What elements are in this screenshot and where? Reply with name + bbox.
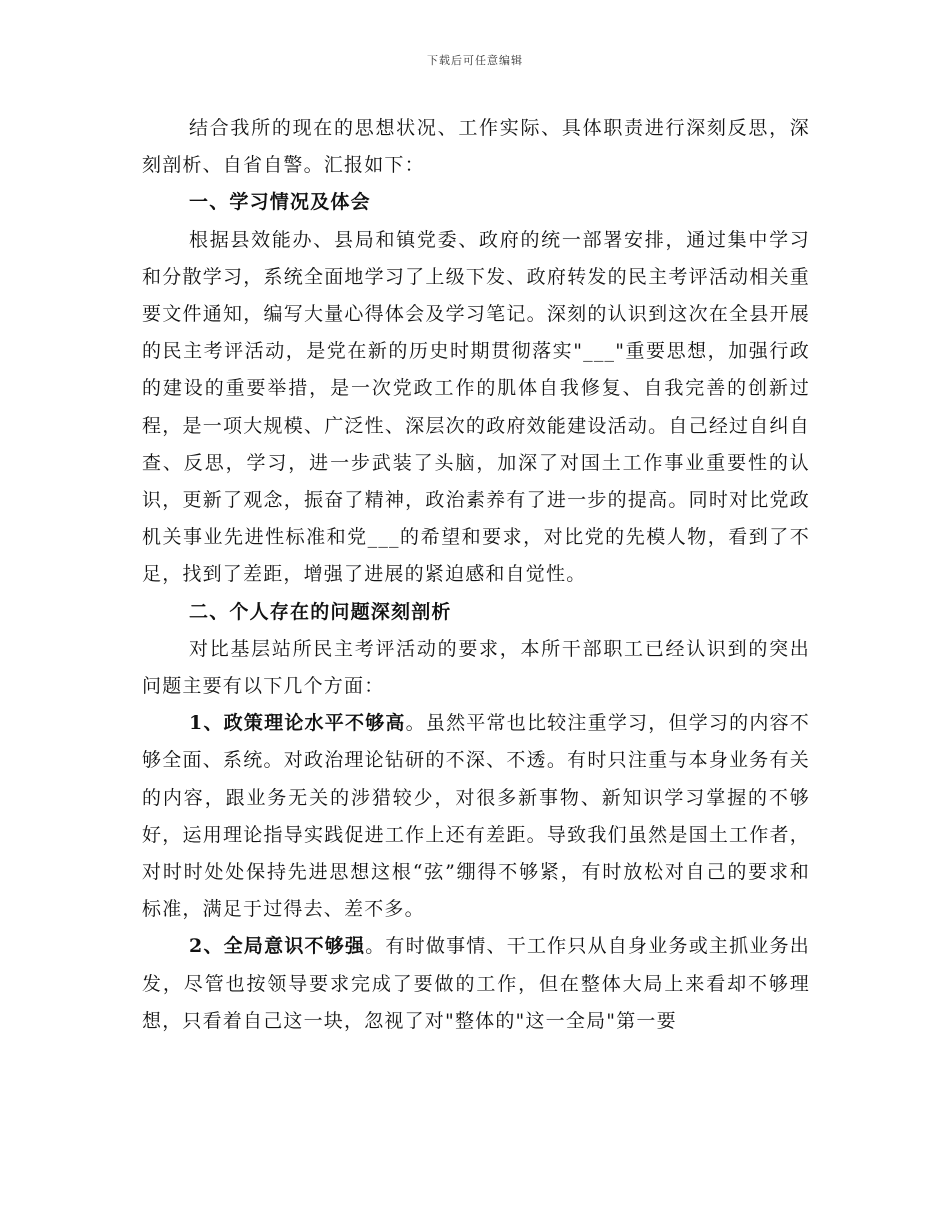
paragraph-problems-intro: 对比基层站所民主考评活动的要求，本所干部职工已经认识到的突出问题主要有以下几个方面： [142, 637, 810, 698]
paragraph-study: 根据县效能办、县局和镇党委、政府的统一部署安排，通过集中学习和分散学习，系统全面地学习了上级下发、政府转发的民主考评活动相关重要文件通知，编写大量心得体会及学习笔记。深刻的认识到这次在全县开展的民主考评活动，是党在新的历史时期贯彻落实"___"重要思想，加强行政的建设的重要举措，是一次党政工作的肌体自我修复、自我完善的创新过程，是一项大规模、广泛性、深层次的政府效能建设活动。自己经过自纠自查、反思，学习，进一步武装了头脑，加深了对国土工作事业重要性的认识，更新了观念，振奋了精神，政治素养有了进一步的提高。同时对比党政机关事业先进性标准和党___的希望和要求，对比党的先模人物，看到了不足，找到了差距，增强了进展的紧迫感和自觉性。 [142, 228, 810, 586]
item-2-body: 。有时做事情、干工作只从自身业务或主抓业务出发，尽管也按领导要求完成了要做的工作，但在整体大局上来看却不够理想，只看着自己这一块，忽视了对"整体的"这一全局"第一要 [142, 935, 810, 1032]
paragraph-item-2 [142, 928, 810, 1040]
item-2-lead: 2、全局意识不够强 [189, 935, 366, 958]
document-body [142, 110, 810, 1040]
item-1-body: 。虽然平常也比较注重学习，但学习的内容不够全面、系统。对政治理论钻研的不深、不透。有时只注重与本身业务有关的内容，跟业务无关的涉猎较少，对很多新事物、新知识学习掌握的不够好，运用理论指导实践促进工作上还有差距。导致我们虽然是国土工作者，对时时处处保持先进思想这根“弦”绷得不够紧，有时放松对自己的要求和标准，满足于过得去、差不多。 [142, 712, 810, 921]
section-heading-2: 二、个人存在的问题深刻剖析 [189, 600, 452, 623]
item-1-lead: 1、政策理论水平不够高 [189, 712, 406, 735]
paragraph-intro: 结合我所的现在的思想状况、工作实际、具体职责进行深刻反思，深刻剖析、自省自警。汇报如下： [142, 117, 810, 177]
paragraph-item-1 [142, 705, 810, 928]
section-heading-1: 一、学习情况及体会 [189, 191, 371, 214]
header-note: 下载后可任意编辑 [427, 54, 523, 67]
